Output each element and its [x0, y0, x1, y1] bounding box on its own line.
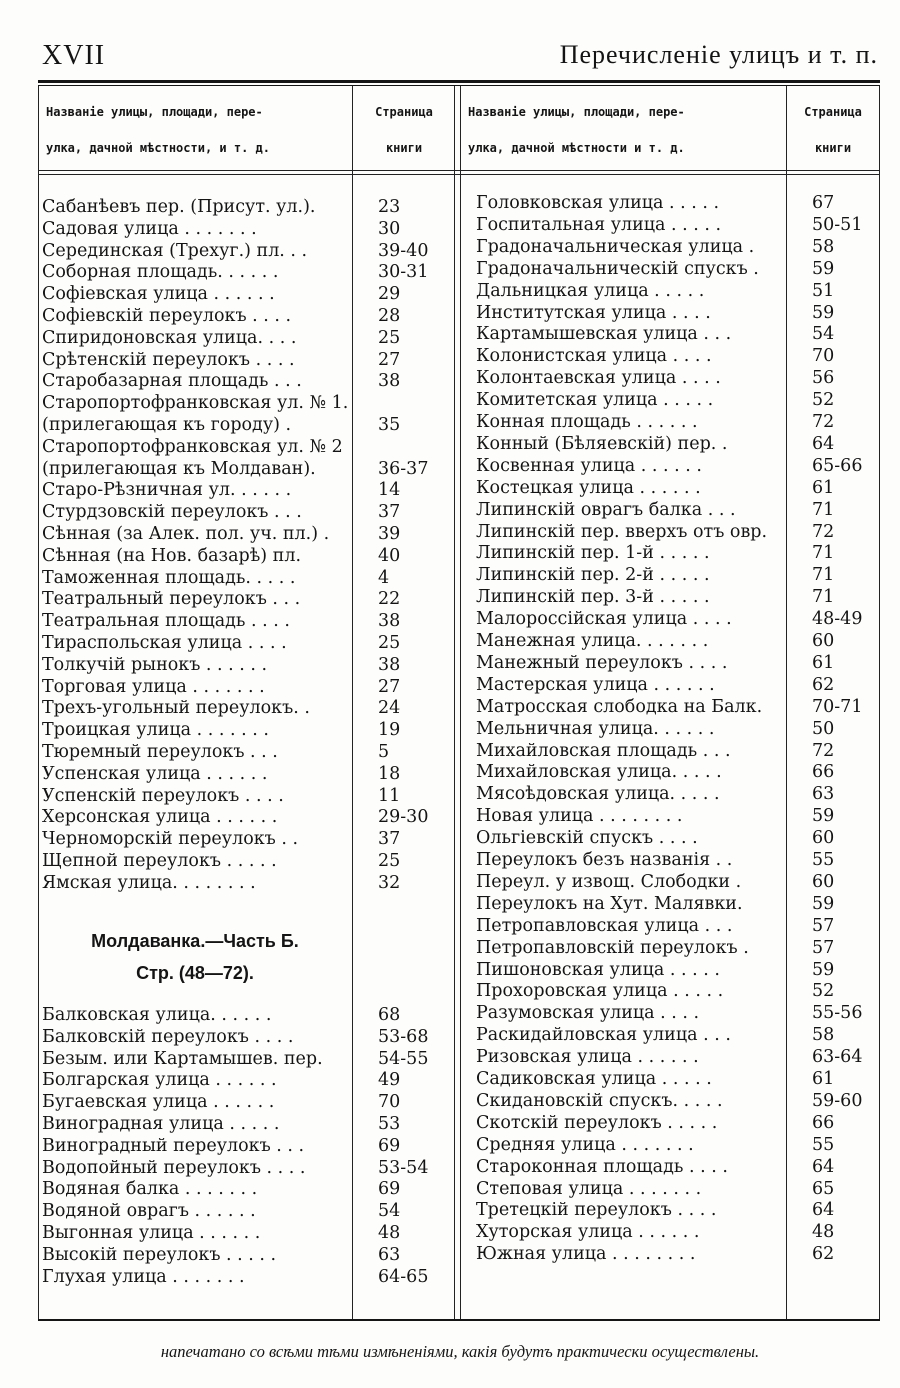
- page-reference: 49: [378, 1070, 401, 1091]
- street-name: Высокій переулокъ . . . . .: [42, 1244, 277, 1265]
- page-reference: 59-60: [812, 1090, 863, 1111]
- column-header-line: книги: [385, 141, 423, 155]
- street-name: Петропавловская улица . . .: [476, 915, 733, 936]
- page-reference: 51: [812, 280, 835, 301]
- page-reference: 48-49: [812, 609, 863, 630]
- street-name: Херсонская улица . . . . . .: [42, 807, 278, 828]
- page-reference: 5: [378, 742, 390, 762]
- street-name: Степовая улица . . . . . . .: [476, 1178, 702, 1199]
- page-reference: 69: [378, 1135, 401, 1156]
- page-reference: 71: [812, 587, 835, 608]
- page-reference: 48: [378, 1223, 401, 1243]
- street-name: Болгарская улица . . . . . .: [42, 1070, 277, 1091]
- street-name: Успенскій переулокъ . . . .: [42, 785, 284, 806]
- column-divider: [454, 86, 455, 1320]
- page-reference: 52: [812, 981, 835, 1002]
- header-rule: [38, 80, 880, 83]
- page-reference: 64: [812, 1200, 835, 1221]
- street-name: Михайловская площадь . . .: [476, 740, 731, 761]
- page-reference: 24: [378, 698, 401, 719]
- street-name: Липинскій пер. 3-й . . . . .: [476, 587, 710, 608]
- street-name: Раскидайловская улица . . .: [476, 1025, 731, 1046]
- page-reference: 38: [378, 654, 401, 675]
- page-reference: 25: [378, 851, 401, 871]
- street-name: Переул. у извощ. Слободки .: [476, 871, 742, 892]
- page-reference: 23: [378, 197, 401, 217]
- street-name: Липинскій пер. 1-й . . . . .: [476, 543, 710, 564]
- page-reference: 29: [378, 284, 401, 305]
- street-name: Ямская улица. . . . . . . .: [42, 872, 256, 893]
- street-name: Манежная улица. . . . . . .: [476, 631, 709, 651]
- street-name: Старо-Рѣзничная ул. . . . . .: [42, 480, 292, 501]
- street-name: Староконная площадь . . . .: [476, 1156, 728, 1177]
- street-name: Сабанѣевъ пер. (Присут. ул.).: [42, 197, 316, 217]
- page-reference: 30: [378, 218, 401, 239]
- street-name: Хуторская улица . . . . . .: [476, 1222, 700, 1243]
- page-reference: 62: [812, 1244, 835, 1265]
- street-name: Таможенная площадь. . . . .: [42, 567, 296, 588]
- column-header-name: [468, 94, 778, 166]
- column-header-line: улка, дачной мѣстности, и т. д.: [46, 141, 270, 155]
- street-name: Матросская слободка на Балк.: [476, 696, 763, 717]
- page-reference: 38: [378, 371, 401, 392]
- street-name: Ризовская улица . . . . . .: [476, 1047, 699, 1068]
- column-header-line: Страница: [375, 105, 433, 119]
- street-name: Липинскій пер. 2-й . . . . .: [476, 565, 710, 586]
- street-name: Сѣнная (за Алек. пол. уч. пл.) .: [42, 524, 330, 544]
- page-reference: 72: [812, 740, 835, 761]
- street-name: Конный (Бѣляевскій) пер. .: [476, 433, 728, 454]
- page-reference: 70: [812, 346, 835, 367]
- page-reference: 61: [812, 477, 835, 498]
- page-reference: 56: [812, 368, 835, 389]
- page-reference: 35: [378, 415, 401, 435]
- column-header-line: улка, дачной мѣстности и т. д.: [468, 141, 685, 155]
- column-divider: [460, 86, 461, 1320]
- street-name: Мастерская улица . . . . . .: [476, 674, 715, 695]
- page-reference: 67: [812, 193, 835, 213]
- street-name: Трехъ-угольный переулокъ. .: [42, 698, 310, 719]
- column-divider: [786, 86, 787, 1320]
- street-name: (прилегающая къ Молдаван).: [42, 458, 316, 479]
- page-reference: 37: [378, 502, 401, 523]
- street-name: Картамышевская улица . . .: [476, 324, 732, 345]
- street-name: Мельничная улица. . . . . .: [476, 718, 715, 739]
- page-reference: 59: [812, 806, 835, 827]
- page-reference: 19: [378, 720, 401, 741]
- column-header-name: [46, 94, 346, 166]
- page-reference: 39-40: [378, 240, 429, 261]
- page-reference: 63: [378, 1244, 401, 1265]
- page-reference: 68: [378, 1005, 401, 1025]
- page-reference: 72: [812, 412, 835, 432]
- page-reference: 27: [378, 349, 401, 370]
- street-name: Ольгіевскій спускъ . . . .: [476, 828, 698, 849]
- street-name: Тюремный переулокъ . . .: [42, 742, 278, 762]
- street-name: Старопортофранковская ул. № 2: [42, 436, 343, 457]
- page-reference: 54: [378, 1201, 401, 1222]
- page-reference: 55-56: [812, 1003, 863, 1024]
- street-name: Головковская улица . . . . .: [476, 193, 720, 213]
- page-reference: 60: [812, 631, 835, 651]
- street-name: Балковскій переулокъ . . . .: [42, 1026, 294, 1047]
- street-name: Толкучій рынокъ . . . . . .: [42, 654, 268, 675]
- street-name: Институтская улица . . . .: [476, 302, 711, 323]
- street-name: Липинскій пер. вверхъ отъ овр.: [476, 521, 768, 542]
- column-header-line: Названіе улицы, площади, пере-: [468, 105, 685, 119]
- page-reference: 11: [378, 785, 401, 806]
- page-reference: 69: [378, 1179, 401, 1200]
- page-reference: 64: [812, 433, 835, 454]
- street-name: Переулокъ безъ названія . .: [476, 850, 733, 870]
- page-reference: 55: [812, 1134, 835, 1155]
- street-name: Щепной переулокъ . . . . .: [42, 851, 277, 871]
- street-name: Спиридоновская улица. . . .: [42, 327, 297, 348]
- page-reference: 58: [812, 236, 835, 257]
- page-reference: 53-68: [378, 1026, 429, 1047]
- street-name: Старобазарная площадь . . .: [42, 371, 302, 392]
- page-reference: 57: [812, 937, 835, 958]
- page-reference: 65-66: [812, 455, 863, 476]
- street-name: Балковская улица. . . . . .: [42, 1005, 272, 1025]
- street-name: Разумовская улица . . . .: [476, 1003, 700, 1024]
- street-name: Садиковская улица . . . . .: [476, 1069, 712, 1089]
- page-reference: 53: [378, 1114, 401, 1134]
- page-number: XVII: [42, 40, 106, 71]
- page-reference: 59: [812, 959, 835, 980]
- page-reference: 37: [378, 829, 401, 850]
- street-name: Софіевскій переулокъ . . . .: [42, 306, 292, 326]
- column-header-line: книги: [814, 141, 852, 155]
- street-name: Петропавловскій переулокъ .: [476, 937, 749, 958]
- page-reference: 36-37: [378, 458, 429, 479]
- street-name: Средняя улица . . . . . . .: [476, 1134, 694, 1155]
- street-name: Виноградный переулокъ . . .: [42, 1135, 305, 1156]
- page-reference: 64-65: [378, 1266, 429, 1287]
- street-name: Водяной оврагъ . . . . . .: [42, 1201, 256, 1222]
- page-reference: 60: [812, 828, 835, 849]
- page-reference: 54: [812, 324, 835, 345]
- street-name: Старопортофранковская ул. № 1.: [42, 393, 349, 414]
- page-reference: 66: [812, 762, 835, 783]
- page-reference: 14: [378, 480, 401, 501]
- column-header-line: Страница: [804, 105, 862, 119]
- street-name: Торговая улица . . . . . . .: [42, 676, 265, 697]
- page-reference: 29-30: [378, 807, 429, 828]
- page-reference: 71: [812, 565, 835, 586]
- street-name: Градоначальническій спускъ .: [476, 258, 759, 279]
- street-name: Троицкая улица . . . . . . .: [42, 720, 269, 741]
- page-reference: 59: [812, 893, 835, 914]
- street-index-table: [38, 86, 880, 1320]
- page-reference: 53-54: [378, 1157, 429, 1178]
- page-reference: 32: [378, 872, 401, 893]
- street-name: Театральная площадь . . . .: [42, 611, 290, 632]
- page-reference: 66: [812, 1112, 835, 1133]
- street-name: Комитетская улица . . . . .: [476, 390, 714, 411]
- column-divider: [352, 86, 353, 1320]
- page-reference: 25: [378, 327, 401, 348]
- street-name: Новая улица . . . . . . . .: [476, 806, 683, 827]
- street-name: Конная площадь . . . . . .: [476, 412, 698, 432]
- page-reference: 25: [378, 633, 401, 653]
- page-reference: 61: [812, 652, 835, 673]
- page-reference: 71: [812, 543, 835, 564]
- footer-note: напечатано со всѣми тѣми измѣненіями, какія будутъ практически осуществлены.: [160, 1342, 760, 1361]
- page-reference: 62: [812, 674, 835, 695]
- street-name: Южная улица . . . . . . . .: [476, 1244, 696, 1265]
- street-name: Михайловская улица. . . . .: [476, 762, 722, 783]
- page-reference: 4: [378, 567, 390, 588]
- section-subtitle: Стр. (48—72).: [136, 963, 254, 983]
- page-reference: 54-55: [378, 1048, 429, 1069]
- street-name: Глухая улица . . . . . . .: [42, 1266, 245, 1287]
- page-reference: 70-71: [812, 696, 863, 717]
- street-name: Третецкій переулокъ . . . .: [476, 1200, 717, 1221]
- page-reference: 65: [812, 1178, 835, 1199]
- street-name: Прохоровская улица . . . . .: [476, 981, 724, 1002]
- street-name: Переулокъ на Хут. Малявки.: [476, 893, 743, 914]
- street-name: Скидановскій спускъ. . . . .: [476, 1090, 723, 1111]
- street-name: Выгонная улица . . . . . .: [42, 1223, 261, 1243]
- street-name: Градоначальническая улица .: [476, 236, 755, 257]
- street-name: Малороссійская улица . . . .: [476, 609, 732, 630]
- header-separator: [38, 170, 880, 171]
- street-name: Срѣтенскій переулокъ . . . .: [42, 349, 295, 370]
- page-reference: 63-64: [812, 1047, 863, 1068]
- street-name: Софіевская улица . . . . . .: [42, 284, 275, 305]
- street-name: Соборная площадь. . . . . .: [42, 262, 279, 283]
- street-name: Стурдзовскій переулокъ . . .: [42, 502, 302, 523]
- column-header-line: Названіе улицы, площади, пере-: [46, 105, 263, 119]
- street-name: Серединская (Трехуг.) пл. . .: [42, 240, 308, 261]
- page-reference: 18: [378, 763, 401, 784]
- page-reference: 55: [812, 850, 835, 870]
- street-name: Дальницкая улица . . . . .: [476, 280, 705, 301]
- street-name: Мясоѣдовская улица. . . . .: [476, 784, 720, 805]
- street-name: Госпитальная улица . . . . .: [476, 214, 722, 235]
- page-reference: 28: [378, 306, 401, 326]
- street-name: Успенская улица . . . . . .: [42, 763, 268, 784]
- page-reference: 58: [812, 1025, 835, 1046]
- street-name: Водяная балка . . . . . . .: [42, 1179, 258, 1200]
- page-reference: 57: [812, 915, 835, 936]
- page-reference: 72: [812, 521, 835, 542]
- street-name: Липинскій оврагъ балка . . .: [476, 499, 736, 520]
- street-name: Костецкая улица . . . . . .: [476, 477, 701, 498]
- street-name: (прилегающая къ городу) .: [42, 415, 292, 435]
- column-divider: [38, 86, 39, 1320]
- footer-rule: [38, 1319, 880, 1321]
- street-name: Водопойный переулокъ . . . .: [42, 1157, 306, 1178]
- page-reference: 50-51: [812, 214, 863, 235]
- page-reference: 27: [378, 676, 401, 697]
- page-reference: 50: [812, 718, 835, 739]
- page-title: Перечисленіе улицъ и т. п.: [559, 40, 878, 69]
- section-title: Молдаванка.—Часть Б.: [91, 931, 299, 951]
- page-reference: 59: [812, 302, 835, 323]
- street-name: Скотскій переулокъ . . . . .: [476, 1112, 718, 1133]
- page-reference: 39: [378, 524, 401, 544]
- street-name: Тираспольская улица . . . .: [42, 633, 287, 653]
- page-reference: 52: [812, 390, 835, 411]
- page-reference: 38: [378, 611, 401, 632]
- column-header-page: [790, 94, 876, 166]
- street-name: Садовая улица . . . . . . .: [42, 218, 257, 239]
- street-name: Колонистская улица . . . .: [476, 346, 712, 367]
- street-name: Бугаевская улица . . . . . .: [42, 1092, 275, 1113]
- street-name: Пишоновская улица . . . . .: [476, 959, 720, 980]
- page-reference: 60: [812, 871, 835, 892]
- column-divider: [879, 86, 880, 1320]
- page-reference: 64: [812, 1156, 835, 1177]
- street-name: Манежный переулокъ . . . .: [476, 652, 728, 673]
- page-reference: 59: [812, 258, 835, 279]
- page-reference: 61: [812, 1069, 835, 1089]
- page-reference: 71: [812, 499, 835, 520]
- street-name: Колонтаевская улица . . . .: [476, 368, 721, 389]
- column-header-page: [360, 94, 448, 166]
- page-reference: 30-31: [378, 262, 429, 283]
- street-name: Безым. или Картамышев. пер.: [42, 1048, 323, 1069]
- street-name: Косвенная улица . . . . . .: [476, 455, 702, 476]
- street-name: Театральный переулокъ . . .: [42, 589, 301, 610]
- street-name: Виноградная улица . . . . .: [42, 1114, 280, 1134]
- page-reference: 63: [812, 784, 835, 805]
- page-reference: 22: [378, 589, 401, 610]
- page-reference: 70: [378, 1092, 401, 1113]
- street-name: Черноморскій переулокъ . .: [42, 829, 299, 850]
- page-header: [42, 36, 878, 76]
- street-name: Сѣнная (на Нов. базарѣ) пл.: [42, 545, 302, 566]
- page-reference: 48: [812, 1222, 835, 1243]
- page-reference: 40: [378, 545, 401, 566]
- header-separator: [38, 174, 880, 175]
